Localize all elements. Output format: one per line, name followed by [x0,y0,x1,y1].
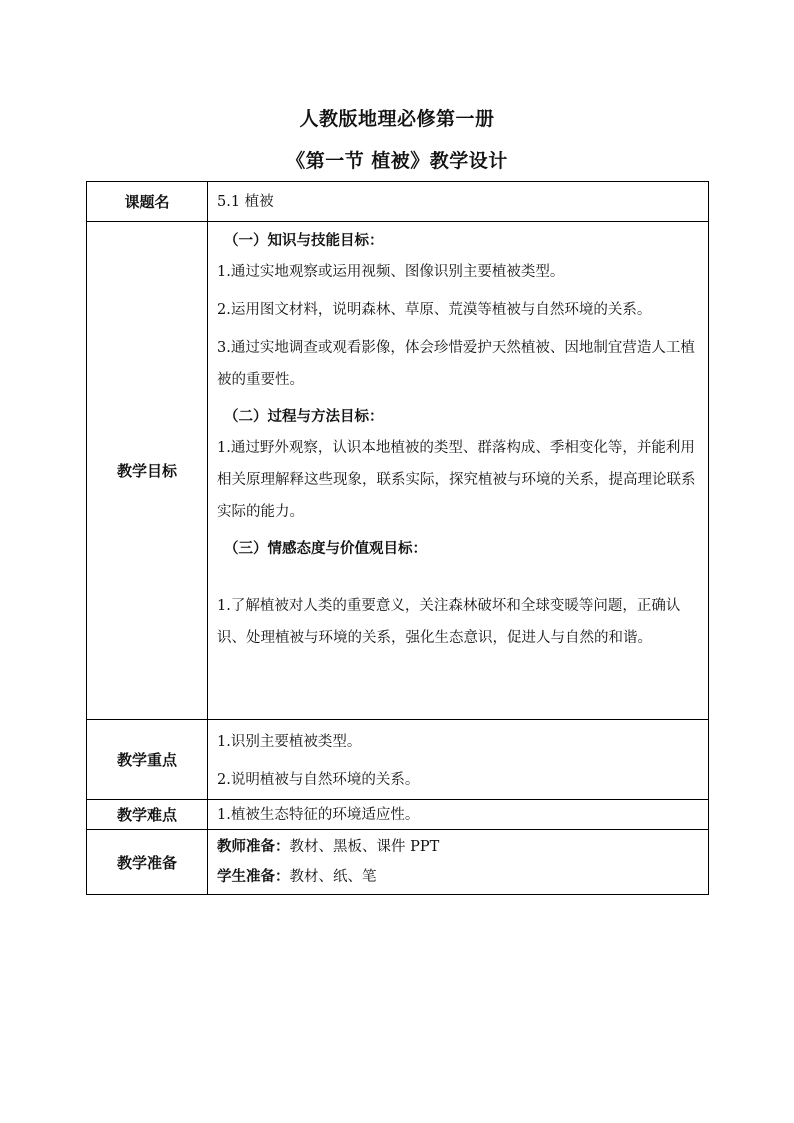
topic-value: 5.1 植被 [217,193,274,210]
teacher-preparation-value: 教材、黑板、课件 PPT [289,839,440,855]
student-preparation-label: 学生准备： [217,868,290,885]
difficulties-label: 教学难点 [87,800,208,830]
key-point-item: 1.识别主要植被类型。 [217,733,362,750]
key-point-item: 2.说明植被与自然环境的关系。 [217,771,420,788]
key-points-label: 教学重点 [87,720,208,800]
teacher-preparation [208,832,708,862]
table-row-topic [87,182,709,222]
objectives-section1-item: 2.运用图文材料，说明森林、草原、荒漠等植被与自然环境的关系。 [217,302,652,318]
objectives-section2-item: 1.通过野外观察，认识本地植被的类型、群落构成、季相变化等，并能利用相关原理解释这些现象，联系实际，探究植被与环境的关系，提高理论联系实际的能力。 [217,440,696,520]
teacher-preparation-label: 教师准备： [217,838,290,855]
table-row-difficulties [87,800,709,830]
objectives-label: 教学目标 [87,222,208,720]
difficulty-item: 1.植被生态特征的环境适应性。 [217,806,420,823]
topic-value-cell [208,182,709,222]
student-preparation-value: 教材、纸、笔 [289,869,377,885]
objectives-section1-heading: （一）知识与技能目标： [224,232,384,249]
topic-label: 课题名 [87,182,208,222]
objectives-section3-item: 1.了解植被对人类的重要意义，关注森林破坏和全球变暖等问题，正确认识、处理植被与环境的关系，强化生态意识，促进人与自然的和谐。 [217,598,681,646]
document-title: 人教版地理必修第一册 [299,108,495,130]
key-points-cell [208,720,709,800]
objectives-section2-heading: （二）过程与方法目标： [224,408,384,425]
difficulties-cell [208,800,709,830]
table-row-preparation [87,830,709,895]
preparation-cell [208,830,709,895]
objectives-section1-item: 3.通过实地调查或观看影像，体会珍惜爱护天然植被、因地制宜营造人工植被的重要性。 [217,340,695,388]
document-subtitle: 《第一节 植被》教学设计 [286,150,508,172]
table-row-objectives [87,222,709,720]
table-row-key-points [87,720,709,800]
objectives-section1-item: 1.通过实地观察或运用视频、图像识别主要植被类型。 [217,264,565,280]
student-preparation [208,862,708,892]
preparation-label: 教学准备 [87,830,208,895]
objectives-cell [208,222,709,720]
lesson-plan-table [86,181,709,895]
objectives-section3-heading: （三）情感态度与价值观目标： [224,540,427,557]
